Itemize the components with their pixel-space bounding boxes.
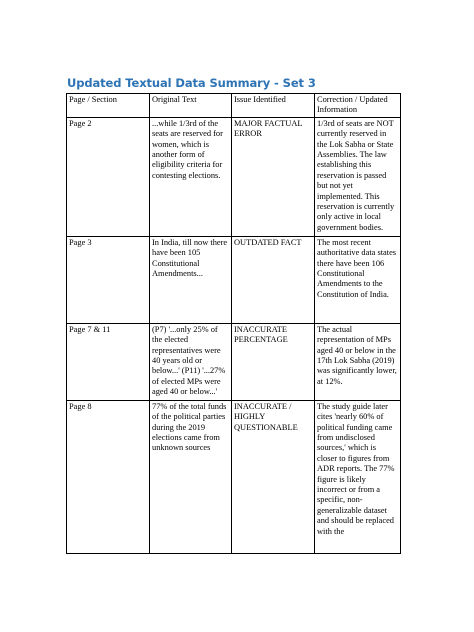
table-row — [67, 400, 401, 553]
cell-correction: The study guide later cites 'nearly 60% of political funding came from undisclosed sources,' which is closer to figures from ADR reports. The 77% figure is likely incorrect or from a specific, non-generalizable dataset and should be replaced with the — [315, 400, 401, 553]
cell-correction: The actual representation of MPs aged 40 or below in the 17th Lok Sabha (2019) was significantly lower, at 12%. — [315, 323, 401, 400]
cell-original-text: ...while 1/3rd of the seats are reserved for women, which is another form of eligibility criteria for contesting elections. — [150, 117, 232, 236]
summary-table — [66, 93, 401, 554]
cell-page: Page 7 & 11 — [67, 323, 150, 400]
cell-page: Page 8 — [67, 400, 150, 553]
cell-page: Page 3 — [67, 236, 150, 323]
table-row — [67, 117, 401, 236]
cell-original-text: (P7) '...only 25% of the elected representatives were 40 years old or below...' (P11) '...27% of elected MPs were aged 40 or below...' — [150, 323, 232, 400]
table-row — [67, 236, 401, 323]
cell-page: Page 2 — [67, 117, 150, 236]
header-correction: Correction / Updated Information — [315, 94, 401, 118]
header-original-text: Original Text — [150, 94, 232, 118]
cell-issue: INACCURATE PERCENTAGE — [232, 323, 315, 400]
cell-issue: OUTDATED FACT — [232, 236, 315, 323]
table-row — [67, 323, 401, 400]
cell-correction: The most recent authoritative data states there have been 106 Constitutional Amendments to the Constitution of India. — [315, 236, 401, 323]
document-title: Updated Textual Data Summary - Set 3 — [67, 76, 316, 90]
header-page-section: Page / Section — [67, 94, 150, 118]
cell-original-text: 77% of the total funds of the political parties during the 2019 elections came from unknown sources — [150, 400, 232, 553]
cell-issue: MAJOR FACTUAL ERROR — [232, 117, 315, 236]
table-header-row — [67, 94, 401, 118]
header-issue-identified: Issue Identified — [232, 94, 315, 118]
cell-correction: 1/3rd of seats are NOT currently reserved in the Lok Sabha or State Assemblies. The law establishing this reservation is passed but not yet implemented. This reservation is currently only active in local government bodies. — [315, 117, 401, 236]
cell-original-text: In India, till now there have been 105 Constitutional Amendments... — [150, 236, 232, 323]
cell-issue: INACCURATE / HIGHLY QUESTIONABLE — [232, 400, 315, 553]
